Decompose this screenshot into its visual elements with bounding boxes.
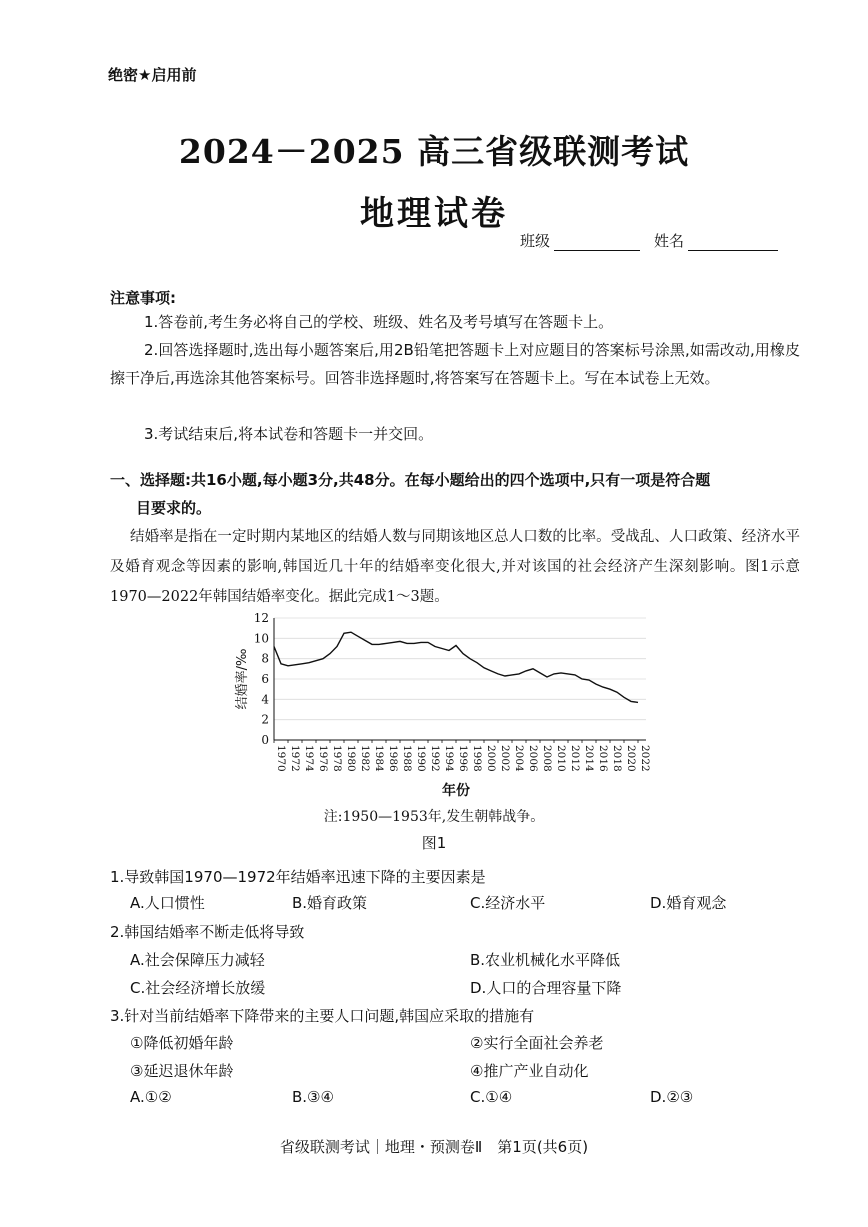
- q1-option-b[interactable]: B.婚育政策: [292, 894, 368, 912]
- q1-option-a[interactable]: A.人口惯性: [130, 894, 205, 912]
- x-tick-label: 2008: [541, 745, 553, 772]
- q3-option-c[interactable]: C.①④: [470, 1088, 513, 1106]
- y-tick-labels: [254, 611, 270, 747]
- q3-item-4: ④推广产业自动化: [470, 1062, 589, 1080]
- x-tick-label: 2004: [513, 745, 525, 772]
- figure-note: 注:1950—1953年,发生朝韩战争。: [323, 809, 545, 825]
- x-tick-label: 1972: [289, 745, 301, 772]
- q3-item-2: ②实行全面社会养老: [470, 1034, 604, 1052]
- x-tick-label: 1998: [471, 745, 483, 772]
- name-blank[interactable]: [688, 234, 778, 251]
- x-tick-label: 1982: [359, 745, 371, 772]
- section-heading: [110, 466, 800, 522]
- question-1-stem: 1.导致韩国1970—1972年结婚率迅速下降的主要因素是: [110, 868, 486, 886]
- y-tick-label: 6: [261, 672, 269, 686]
- x-tick-label: 2022: [639, 745, 651, 772]
- confidential-mark: 绝密★启用前: [108, 66, 197, 84]
- note-item-3: 3.考试结束后,将本试卷和答题卡一并交回。: [144, 425, 434, 443]
- q3-option-d[interactable]: D.②③: [650, 1088, 694, 1106]
- x-tick-label: 2018: [611, 745, 623, 772]
- q3-item-1: ①降低初婚年龄: [130, 1034, 234, 1052]
- page-footer: 省级联测考试｜地理・预测卷Ⅱ 第1页(共6页): [279, 1138, 589, 1156]
- q1-option-c[interactable]: C.经济水平: [470, 894, 546, 912]
- q2-option-a[interactable]: A.社会保障压力减轻: [130, 951, 265, 969]
- x-tick-label: 1986: [387, 745, 399, 772]
- x-tick-label: 2006: [527, 745, 539, 772]
- chart-gridlines: [274, 618, 646, 720]
- y-tick-label: 10: [253, 631, 269, 646]
- note-item-2: 2.回答选择题时,选出每小题答案后,用2B铅笔把答题卡上对应题目的答案标号涂黑,如需改动,用橡皮擦干净后,再选涂其他答案标号。回答非选择题时,将答案写在答题卡上。写在本试卷上无效。: [110, 341, 800, 387]
- y-tick-label: 2: [261, 712, 269, 727]
- x-tick-label: 2020: [625, 745, 637, 772]
- x-tick-label: 2014: [583, 745, 595, 772]
- y-tick-label: 0: [261, 733, 269, 747]
- q2-option-b[interactable]: B.农业机械化水平降低: [470, 951, 621, 969]
- figure-label: 图1: [421, 834, 447, 852]
- x-tick-label: 1994: [443, 745, 455, 772]
- y-tick-label: 4: [261, 692, 269, 707]
- question-2-stem: 2.韩国结婚率不断走低将导致: [110, 923, 305, 941]
- q3-item-3: ③延迟退休年龄: [130, 1062, 234, 1080]
- x-tick-label: 2002: [499, 745, 511, 772]
- x-tick-label: 1990: [415, 745, 427, 772]
- notes-title: 注意事项:: [110, 289, 176, 307]
- note-item-1: 1.答卷前,考生务必将自己的学校、班级、姓名及考号填写在答题卡上。: [144, 313, 614, 331]
- q3-option-b[interactable]: B.③④: [292, 1088, 334, 1106]
- name-label: 姓名: [654, 232, 685, 250]
- series-line-marriage-rate: [274, 632, 638, 702]
- x-tick-label: 1988: [401, 745, 413, 772]
- y-tick-label: 8: [261, 651, 269, 666]
- class-blank[interactable]: [554, 234, 640, 251]
- x-tick-label: 2016: [597, 745, 609, 772]
- x-tick-label: 1980: [345, 745, 357, 772]
- q3-option-a[interactable]: A.①②: [130, 1088, 172, 1106]
- x-tick-label: 1970: [275, 745, 287, 772]
- exam-subtitle: 地理试卷: [360, 194, 508, 234]
- exam-title: 2024－2025 高三省级联测考试: [178, 132, 690, 171]
- x-tick-label: 1976: [317, 745, 329, 772]
- section-heading-line2: 目要求的。: [136, 499, 212, 517]
- x-tick-label: 2010: [555, 745, 567, 772]
- question-stem: 结婚率是指在一定时期内某地区的结婚人数与同期该地区总人口数的比率。受战乱、人口政策、经济水平及婚育观念等因素的影响,韩国近几十年的结婚率变化很大,并对该国的社会经济产生深刻影响。图1示意1970—2022年韩国结婚率变化。据此完成1～3题。: [110, 529, 800, 605]
- y-axis-label: 结婚率/‰: [235, 648, 250, 710]
- x-axis-label: 年份: [442, 783, 470, 799]
- marriage-rate-chart: [228, 608, 668, 806]
- x-tick-label: 1978: [331, 745, 343, 772]
- x-tick-label: 1974: [303, 745, 315, 772]
- y-tick-label: 12: [253, 611, 269, 625]
- x-tick-label: 2000: [485, 745, 497, 772]
- question-3-stem: 3.针对当前结婚率下降带来的主要人口问题,韩国应采取的措施有: [110, 1007, 535, 1025]
- q1-option-d[interactable]: D.婚育观念: [650, 894, 727, 912]
- x-tick-label: 1996: [457, 745, 469, 772]
- student-info: [520, 230, 792, 251]
- q2-option-c[interactable]: C.社会经济增长放缓: [130, 979, 266, 997]
- class-label: 班级: [520, 232, 551, 250]
- x-tick-label: 1984: [373, 745, 385, 772]
- section-heading-line1: 一、选择题:共16小题,每小题3分,共48分。在每小题给出的四个选项中,只有一项是符合题: [110, 471, 711, 489]
- q2-option-d[interactable]: D.人口的合理容量下降: [470, 979, 622, 997]
- x-tick-label: 1992: [429, 745, 441, 772]
- x-tick-labels: [274, 740, 651, 772]
- x-tick-label: 2012: [569, 745, 581, 772]
